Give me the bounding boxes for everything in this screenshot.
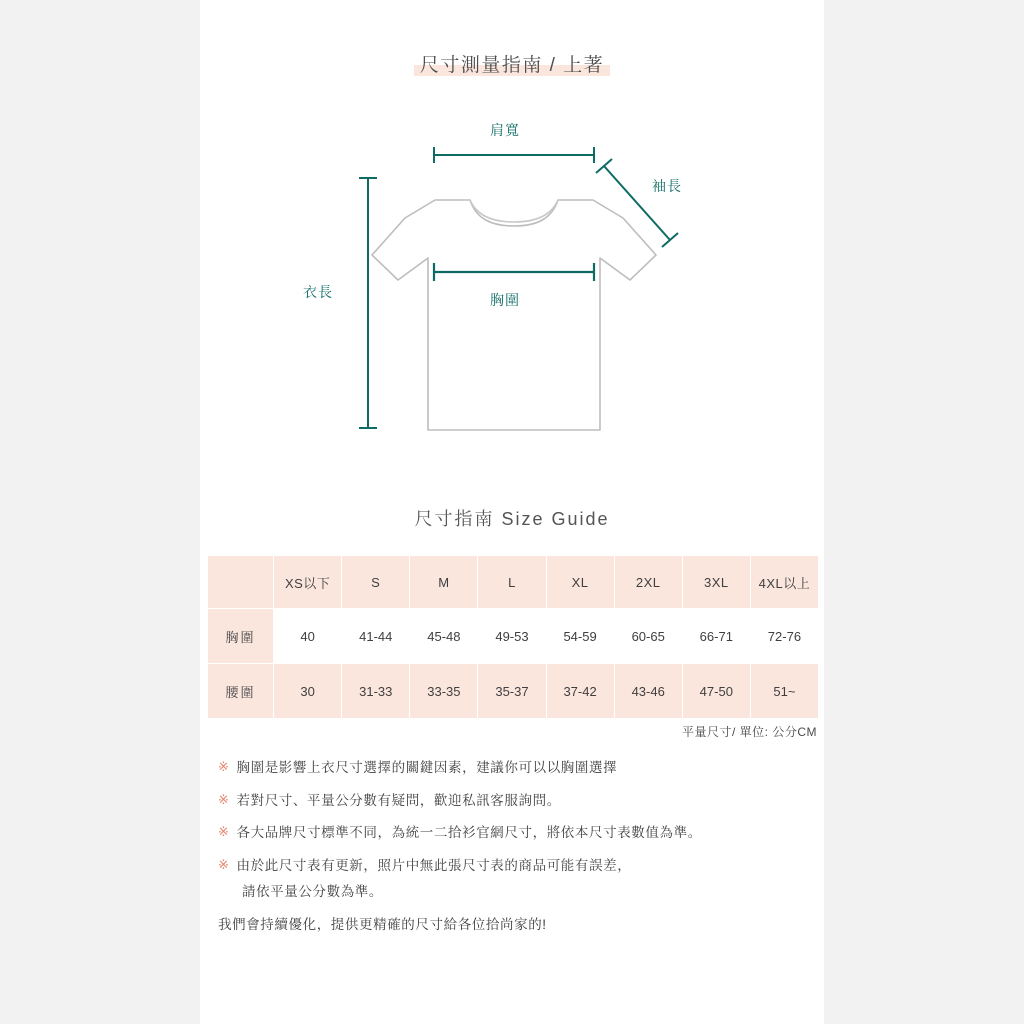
table-cell: 54-59 [546,609,614,664]
note-item [218,758,818,778]
table-row [208,664,819,719]
size-guide-heading: 尺寸指南 Size Guide [414,509,610,529]
page-title-inner [414,50,610,77]
notes-closing: 我們會持續優化，提供更精確的尺寸給各位拾尚家的! [218,917,547,933]
label-body-length: 衣長 [303,284,333,300]
page-title-text: 尺寸測量指南 / 上著 [419,55,605,76]
notes-list [218,758,818,933]
table-cell: 43-46 [614,664,682,719]
note-mark-icon: ※ [218,759,230,774]
row-label-waist: 腰圍 [208,664,274,719]
label-sleeve-length: 袖長 [652,178,682,194]
shoulder-measure-line [434,147,594,163]
note-continuation: 請依平量公分數為準。 [242,884,383,900]
table-cell: 45-48 [410,609,478,664]
table-header-cell: L [478,556,546,609]
table-cell: 60-65 [614,609,682,664]
table-corner-cell [208,556,274,609]
table-header-cell: M [410,556,478,609]
table-cell: 41-44 [342,609,410,664]
table-header-cell: 2XL [614,556,682,609]
table-header-cell: S [342,556,410,609]
table-cell: 49-53 [478,609,546,664]
table-cell: 51~ [750,664,818,719]
label-shoulder-width: 肩寬 [490,122,520,138]
note-text: 各大品牌尺寸標準不同，為統一二拾衫官網尺寸，將依本尺寸表數值為準。 [236,825,702,841]
size-guide-page [200,0,824,1024]
table-cell: 37-42 [546,664,614,719]
tshirt-illustration [200,100,824,470]
page-title [200,50,824,77]
note-text: 由於此尺寸表有更新，照片中無此張尺寸表的商品可能有誤差， [236,857,632,873]
row-label-chest: 胸圍 [208,609,274,664]
table-cell: 30 [274,664,342,719]
chest-measure-line [434,263,594,281]
length-measure-line [359,178,377,428]
table-cell: 66-71 [682,609,750,664]
table-header-cell: XL [546,556,614,609]
unit-note: 平量尺寸/ 單位: 公分CM [682,725,817,739]
garment-diagram [200,100,824,470]
note-text: 胸圍是影響上衣尺寸選擇的關鍵因素，建議你可以以胸圍選擇 [236,760,618,775]
note-item [218,823,818,843]
table-cell: 35-37 [478,664,546,719]
note-mark-icon: ※ [218,824,230,840]
table-cell: 72-76 [750,609,818,664]
table-header-row [208,556,819,609]
table-header-cell: 3XL [682,556,750,609]
table-header-cell: XS以下 [274,556,342,609]
note-item [218,791,818,811]
table-cell: 33-35 [410,664,478,719]
note-mark-icon: ※ [218,856,230,872]
note-item [218,856,818,876]
table-header-cell: 4XL以上 [750,556,818,609]
note-mark-icon: ※ [218,791,230,807]
table-cell: 40 [274,609,342,664]
label-chest: 胸圍 [490,292,520,308]
table-row [208,609,819,664]
size-table [207,555,819,719]
note-text: 若對尺寸、平量公分數有疑問，歡迎私訊客服詢問。 [236,792,561,808]
table-cell: 47-50 [682,664,750,719]
table-cell: 31-33 [342,664,410,719]
